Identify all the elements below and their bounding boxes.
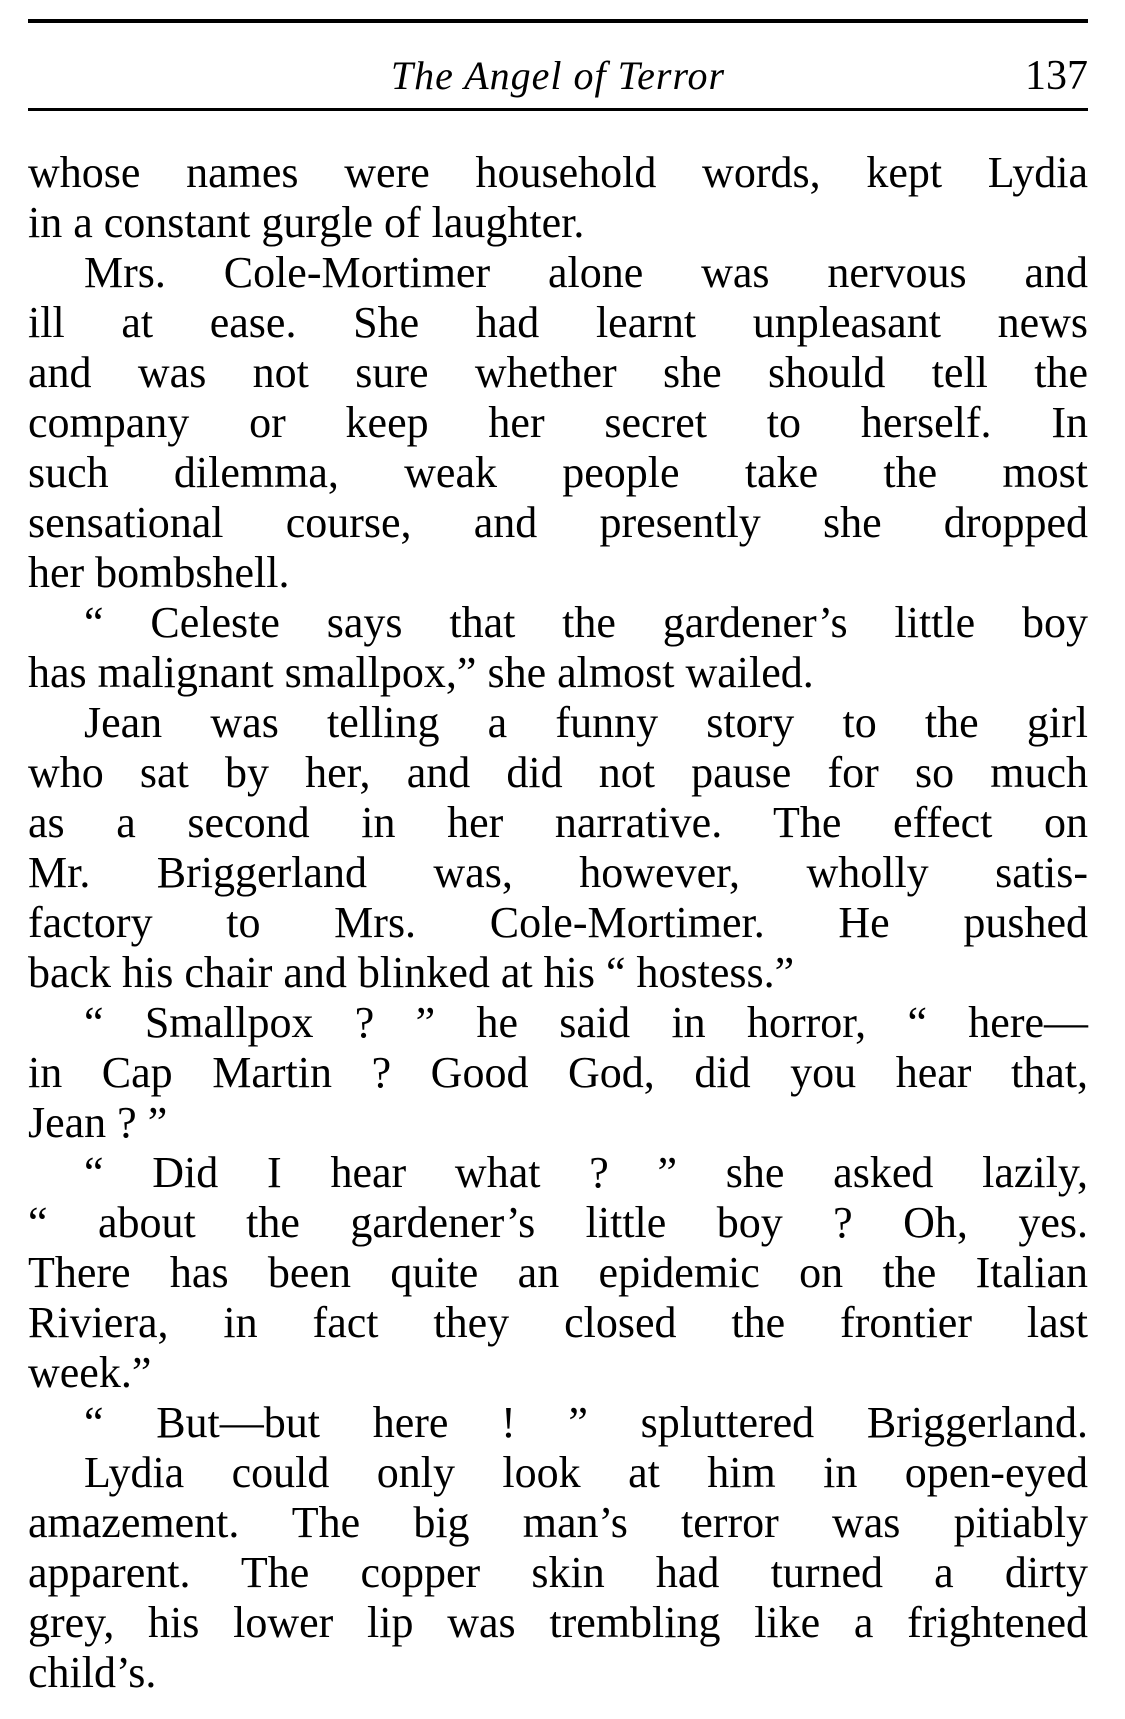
text-line: week.” [28, 1348, 152, 1397]
running-title: The Angel of Terror [390, 53, 726, 98]
running-head [28, 44, 1088, 104]
text-line: There has been quite an epidemic on the Italian [28, 1248, 1088, 1297]
text-line: child’s. [28, 1648, 157, 1697]
book-page [28, 14, 1088, 1704]
text-line: Lydia could only look at him in open-eyed [84, 1448, 1088, 1497]
text-line: grey, his lower lip was trembling like a frightened [28, 1598, 1088, 1647]
text-line: “ Celeste says that the gardener’s little boy [84, 598, 1088, 647]
text-line: “ But—but here ! ” spluttered Briggerland. [84, 1398, 1088, 1447]
text-line: apparent. The copper skin had turned a dirty [28, 1548, 1088, 1597]
text-line: ill at ease. She had learnt unpleasant news [28, 298, 1088, 347]
text-line: has malignant smallpox,” she almost wailed. [28, 648, 814, 697]
text-line: such dilemma, weak people take the most [28, 448, 1088, 497]
text-line: and was not sure whether she should tell the [28, 348, 1088, 397]
text-line: factory to Mrs. Cole-Mortimer. He pushed [28, 898, 1088, 947]
text-line: company or keep her secret to herself. In [28, 398, 1088, 447]
text-line: sensational course, and presently she dropped [28, 498, 1088, 547]
header-rule-bottom [28, 108, 1088, 111]
text-line: “ Smallpox ? ” he said in horror, “ here— [84, 998, 1088, 1047]
text-line: in Cap Martin ? Good God, did you hear that, [28, 1048, 1088, 1097]
page-number: 137 [1025, 53, 1088, 99]
text-line: Jean ? ” [28, 1098, 168, 1147]
text-line: as a second in her narrative. The effect on [28, 798, 1088, 847]
text-line: Mrs. Cole-Mortimer alone was nervous and [84, 248, 1088, 297]
text-line: “ Did I hear what ? ” she asked lazily, [84, 1148, 1088, 1197]
text-line: “ about the gardener’s little boy ? Oh, yes. [28, 1198, 1088, 1247]
text-line: back his chair and blinked at his “ hostess.” [28, 948, 795, 997]
body-text [28, 148, 1088, 1698]
text-line: her bombshell. [28, 548, 290, 597]
text-line: amazement. The big man’s terror was pitiably [28, 1498, 1088, 1547]
text-line: Riviera, in fact they closed the frontier last [28, 1298, 1088, 1347]
text-line: who sat by her, and did not pause for so much [28, 748, 1088, 797]
text-line: Mr. Briggerland was, however, wholly satis- [28, 848, 1088, 897]
text-line: Jean was telling a funny story to the girl [84, 698, 1088, 747]
header-rule-top [28, 19, 1088, 23]
text-line: in a constant gurgle of laughter. [28, 198, 585, 247]
text-line: whose names were household words, kept Lydia [28, 148, 1088, 197]
